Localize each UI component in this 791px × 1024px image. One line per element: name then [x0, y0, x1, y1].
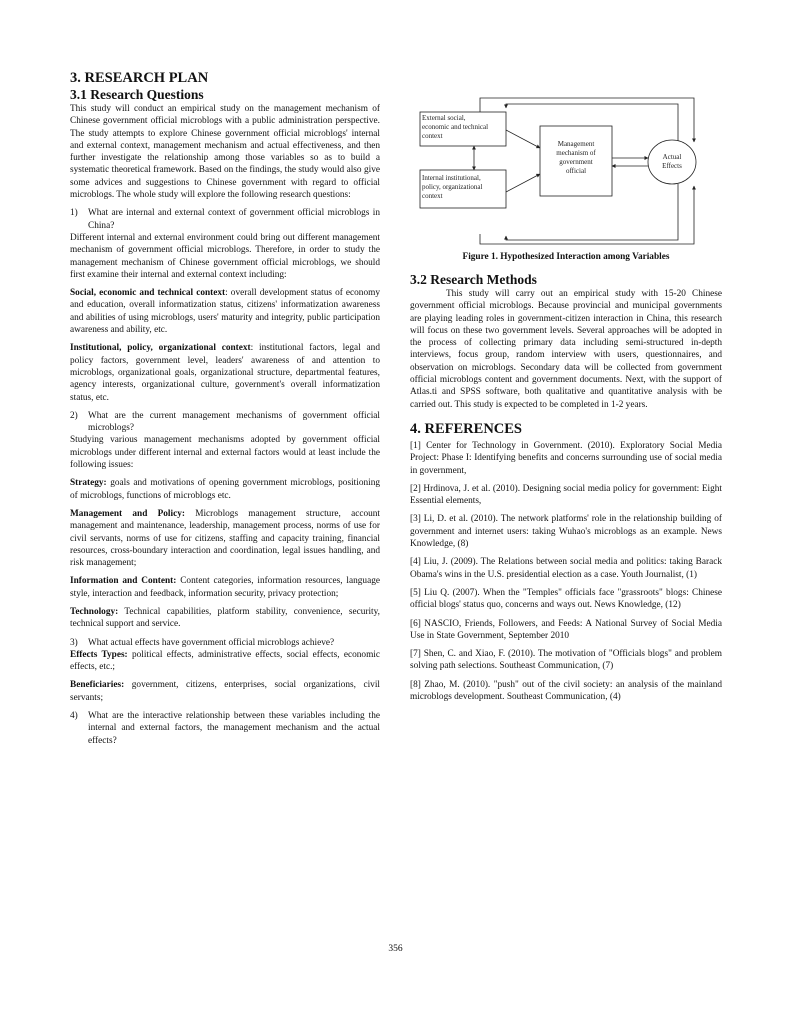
reference-item: [5] Liu Q. (2007). When the "Temples" officials face "grassroots" blogs: Chinese official blogs' status quo, concerns and ways out. News Knowledge, (12): [410, 587, 722, 611]
references-list: [410, 440, 722, 703]
information-label: Information and Content:: [70, 576, 177, 587]
reference-item: [4] Liu, J. (2009). The Relations between social media and politics: taking Barack Obama's wins in the U.S. presidential election as a case. Youth Journalist, (1): [410, 557, 722, 580]
question-1-paragraph: Different internal and external environment could bring out different management mechanism of government official microblogs. Therefore, in order to study the management mechanism of Chinese government official microblogs, we should first examine their internal and external context including:: [70, 232, 380, 280]
reference-item: [8] Zhao, M. (2010). "push" out of the civil society: an analysis of the mainland microblogs development. Southeast Communication, (4): [410, 679, 722, 703]
section-4-heading: 4. REFERENCES: [410, 420, 522, 437]
internal-context-label: policy, organizational: [422, 183, 483, 191]
question-text: What are the current management mechanisms of government official microblogs?: [88, 410, 380, 434]
internal-context-label: context: [422, 192, 443, 200]
strategy-paragraph: [70, 477, 380, 502]
question-2-paragraph: Studying various management mechanisms adopted by government official microblogs under different internal and external factors would at least include the following issues:: [70, 435, 380, 471]
question-number: 3): [70, 637, 78, 648]
beneficiaries-text: government, citizens, enterprises, social organizations, civil servants;: [70, 680, 380, 703]
actual-effects-label: Effects: [662, 162, 682, 170]
effects-paragraph: [70, 649, 380, 674]
intro-paragraph: This study will conduct an empirical study on the management mechanism of Chinese government official microblogs with a public administration perspective. The study attempts to explore Chinese government official microblogs' internal and external context, management mechanism and actual effectiveness, and then further investigate the relationship among those variables so as to build a systematic theoretical framework. Based on the findings, the study would also give some advices and suggestions to Chinese government with regard to official microblogs. The whole study will explore the following research questions:: [70, 104, 380, 201]
connector-line: [506, 174, 540, 192]
question-1: [70, 207, 380, 232]
information-text: Content categories, information resources, language style, interaction and feedback, information security, privacy protection;: [70, 576, 380, 599]
management-mechanism-label: mechanism of: [556, 149, 596, 157]
section-3-heading: 3. RESEARCH PLAN: [70, 70, 209, 86]
external-context-label: context: [422, 132, 443, 140]
external-context-label: External social,: [422, 114, 466, 122]
effects-text: political effects, administrative effects, social effects, economic effects, etc.;: [70, 649, 381, 673]
strategy-label: Strategy:: [70, 478, 107, 489]
internal-context-label: Internal institutional,: [422, 174, 481, 182]
figure-1-diagram: [412, 96, 722, 246]
management-text: Microblogs management structure, account management and maintenance, leadership, management process, norms of use for civil servants, norms of use for citizens, staffing and capacity training, financial resources, cross-boundary interaction and coordination, legal issues handling, and risk management;: [70, 508, 381, 569]
right-column: [410, 272, 722, 709]
management-mechanism-label: government: [559, 158, 593, 166]
question-2: [70, 410, 380, 435]
connector-line: [506, 130, 540, 148]
figure-caption: Figure 1. Hypothesized Interaction among Variables: [462, 252, 670, 262]
subsection-3-2-heading: 3.2 Research Methods: [410, 272, 537, 287]
management-mechanism-label: Management: [557, 140, 595, 148]
left-column: [70, 70, 380, 747]
research-methods-paragraph: This study will carry out an empirical study with 15-20 Chinese government official microblogs. Because provincial and municipal governments are playing leading roles in government-citizen interaction in China, this research will focus on these two government levels. Several approaches will be adopted in the process of collecting primary data including semi-structured in-depth interviews, focus group, random interview with users, questionnaires, and observation on microblogs. Secondary data will be collected from government official microblogs content and government documents. Next, with the support of Atlas.ti and SPSS software, both qualitative and quantitative analysis with be carried out. This study is expected to be completed in 1-2 years.: [410, 289, 722, 410]
beneficiaries-label: Beneficiaries:: [70, 680, 125, 691]
information-paragraph: [70, 575, 380, 600]
subsection-3-1-heading: 3.1 Research Questions: [70, 87, 204, 102]
institutional-context-text: : institutional factors, legal and policy factors, government level, leaders' awareness of and attention to microblogs, organizational goals, organizational structure, departmental features, agency interests, organizational culture, government's overall informatization status, etc.: [70, 343, 380, 403]
social-context-text: : overall development status of economy and education, overall informatization status, citizens' informatization awareness and abilities of using microblogs, users' maturity and integrity, public participation awareness and ability, etc.: [70, 288, 380, 336]
question-number: 1): [70, 208, 78, 219]
management-mechanism-label: official: [565, 167, 587, 175]
technology-text: Technical capabilities, platform stability, convenience, security, technical support and service.: [70, 606, 380, 630]
question-4: [70, 710, 380, 747]
technology-paragraph: [70, 606, 380, 631]
social-context-paragraph: [70, 287, 380, 336]
question-text: What are the interactive relationship between these variables including the internal and external factors, the management mechanism and the actual effects?: [88, 711, 380, 746]
effects-label: Effects Types:: [70, 649, 128, 660]
page-number: 356: [388, 944, 403, 954]
question-3: [70, 637, 380, 649]
question-text: What actual effects have government official microblogs achieve?: [88, 637, 335, 648]
management-paragraph: [70, 508, 380, 569]
management-label: Management and Policy:: [70, 508, 185, 519]
external-context-label: economic and technical: [422, 123, 489, 131]
reference-item: [3] Li, D. et al. (2010). The network platforms' role in the relationship building of government and internet users: taking Wuhao's microblogs as an example. News Knowledge, (8): [410, 514, 722, 550]
institutional-context-label: Institutional, policy, organizational context: [70, 343, 251, 354]
reference-item: [7] Shen, C. and Xiao, F. (2010). The motivation of "Officials blogs" and problem solving path selections. Southeast Communication, (7): [410, 649, 722, 672]
reference-item: [2] Hrdinova, J. et al. (2010). Designing social media policy for government: Eight Essential elements,: [410, 483, 722, 507]
question-number: 4): [70, 711, 78, 722]
strategy-text: goals and motivations of opening government microblogs, positioning of microblogs, functions of microblogs etc.: [70, 478, 380, 501]
beneficiaries-paragraph: [70, 679, 380, 704]
question-text: What are internal and external context of government official microblogs in China?: [88, 208, 380, 231]
reference-item: [6] NASCIO, Friends, Followers, and Feeds: A National Survey of Social Media Use in State Government, September 2010: [410, 618, 722, 641]
technology-label: Technology:: [70, 606, 119, 617]
social-context-label: Social, economic and technical context: [70, 288, 226, 299]
reference-item: [1] Center for Technology in Government. (2010). Exploratory Social Media Project: Phase I: Identifying benefits and concerns surrounding use of social media in government,: [410, 440, 722, 476]
question-number: 2): [70, 410, 78, 421]
institutional-context-paragraph: [70, 342, 380, 403]
actual-effects-label: Actual: [662, 153, 682, 161]
